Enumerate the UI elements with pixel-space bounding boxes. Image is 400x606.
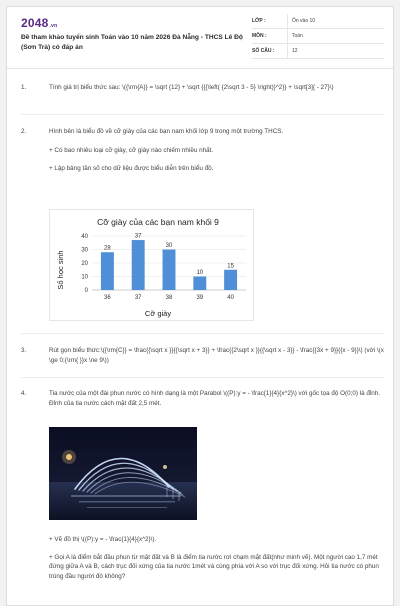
- document-title: Đề tham khảo tuyển sinh Toán vào 10 năm 2026 Đà Nẵng - THCS Lê Độ (Sơn Trà) có đáp án: [21, 34, 243, 51]
- chart-svg: [50, 210, 255, 322]
- question-text: Tia nước của một đài phun nước có hình dạng là một Parabol \((P):y = - \frac{1}{4}{x^2}\) với gốc tọa độ O(0;0) là đỉnh. Đỉnh của tia nước cách mặt đất 2,5 mét.: [49, 390, 381, 407]
- logo-text: 2048: [21, 16, 49, 30]
- question-part: + Vẽ đồ thị \((P):y = - \frac{1}{4}{x^2}\).: [49, 536, 157, 543]
- chart-data-label: 37: [134, 233, 142, 240]
- question-number: 2.: [21, 128, 27, 135]
- chart-y-tick: 40: [81, 234, 88, 241]
- chart-y-tick: 30: [81, 247, 88, 254]
- chart-bar: [132, 240, 145, 290]
- meta-row-count: [252, 44, 384, 59]
- chart-x-label: Cỡ giày: [144, 309, 172, 318]
- question-4: [21, 389, 385, 413]
- question-number: 1.: [21, 84, 27, 91]
- question-text: Rút gọn biểu thức:\({\rm{C}} = \frac{{\sqrt x }}{{\sqrt x + 3}} + \frac{{2\sqrt x }}{{\sqrt x - 3}} - \frac{{3x + 9}}{{x - 9}}\) (với \(x \ge 0;{\rm{ }}x \ne 9\)): [49, 347, 384, 364]
- divider: [21, 333, 385, 334]
- meta-key: SỐ CÂU :: [252, 48, 275, 54]
- chart-data-label: 15: [227, 263, 234, 270]
- question-3: [21, 346, 385, 370]
- fountain-illustration: [49, 427, 197, 520]
- chart-bar: [163, 250, 176, 291]
- site-logo[interactable]: [21, 16, 57, 30]
- chart-y-tick: 10: [81, 274, 88, 281]
- meta-key: MÔN :: [252, 33, 267, 39]
- question-4-parts: [21, 535, 385, 586]
- chart-x-tick: 39: [196, 295, 204, 301]
- chart-x-tick: 36: [104, 295, 111, 301]
- meta-table: [252, 14, 384, 59]
- question-part: + Có bao nhiêu loại cỡ giày, cỡ giày nào chiếm nhiều nhất.: [49, 146, 214, 154]
- question-text: Tính giá trị biểu thức sau: \({\rm{A}} = \sqrt {12} + \sqrt {{{\left( {2\sqrt 3 - 5} \right)}^2}} + \sqrt[3]{ - 27}\): [49, 84, 334, 91]
- chart-x-tick: 40: [227, 295, 234, 301]
- question-number: 3.: [21, 347, 27, 354]
- meta-row-class: [252, 14, 384, 29]
- question-text: Hình bên là biểu đồ về cỡ giày của các bạn nam khối lớp 9 trong một trường THCS.: [49, 128, 284, 135]
- chart-x-tick: 38: [165, 295, 173, 301]
- meta-row-subject: [252, 29, 384, 44]
- divider: [21, 114, 385, 115]
- divider: [21, 377, 385, 378]
- meta-value: 12: [287, 44, 384, 58]
- shoe-size-chart: [49, 209, 254, 321]
- chart-data-label: 28: [104, 245, 111, 252]
- chart-x-ticks: [104, 295, 235, 301]
- question-2: [21, 127, 385, 179]
- chart-y-tick: 20: [81, 261, 88, 268]
- chart-bar: [193, 277, 206, 291]
- question-part: + Gọi A là điểm bắt đầu phun từ mặt đất và B là điểm tia nước rơi chạm mặt đất(như minh vẽ). Một người cao 1,7 mét đứng giữa A và B, cách trục đối xứng của tia nước 1mét và cùng phía với A so với trục đối xứng. Hỏi tia nước có phun trúng đầu người đó không?: [49, 553, 379, 580]
- chart-y-ticks: [81, 234, 88, 294]
- meta-value: Ôn vào 10: [287, 14, 384, 28]
- chart-bar: [224, 270, 237, 290]
- question-1: [21, 83, 385, 98]
- chart-x-tick: 37: [134, 295, 142, 301]
- chart-data-label: 30: [165, 243, 173, 249]
- logo-suffix: .vn: [49, 23, 58, 29]
- fountain-photo: [49, 427, 197, 520]
- meta-key: LỚP :: [252, 18, 266, 24]
- document-page: [6, 6, 394, 606]
- question-number: 4.: [21, 390, 27, 397]
- document-header: [7, 7, 394, 69]
- chart-title: Cỡ giày của các bạn nam khối 9: [97, 217, 219, 227]
- chart-y-label: Số học sinh: [56, 250, 65, 290]
- chart-data-label: 10: [196, 270, 204, 276]
- meta-value: Toán: [287, 29, 384, 43]
- chart-y-tick: 0: [84, 288, 88, 295]
- chart-bar: [101, 252, 114, 290]
- question-part: + Lập bảng tần số cho dữ liệu được biểu diễn trên biểu đồ.: [49, 165, 214, 172]
